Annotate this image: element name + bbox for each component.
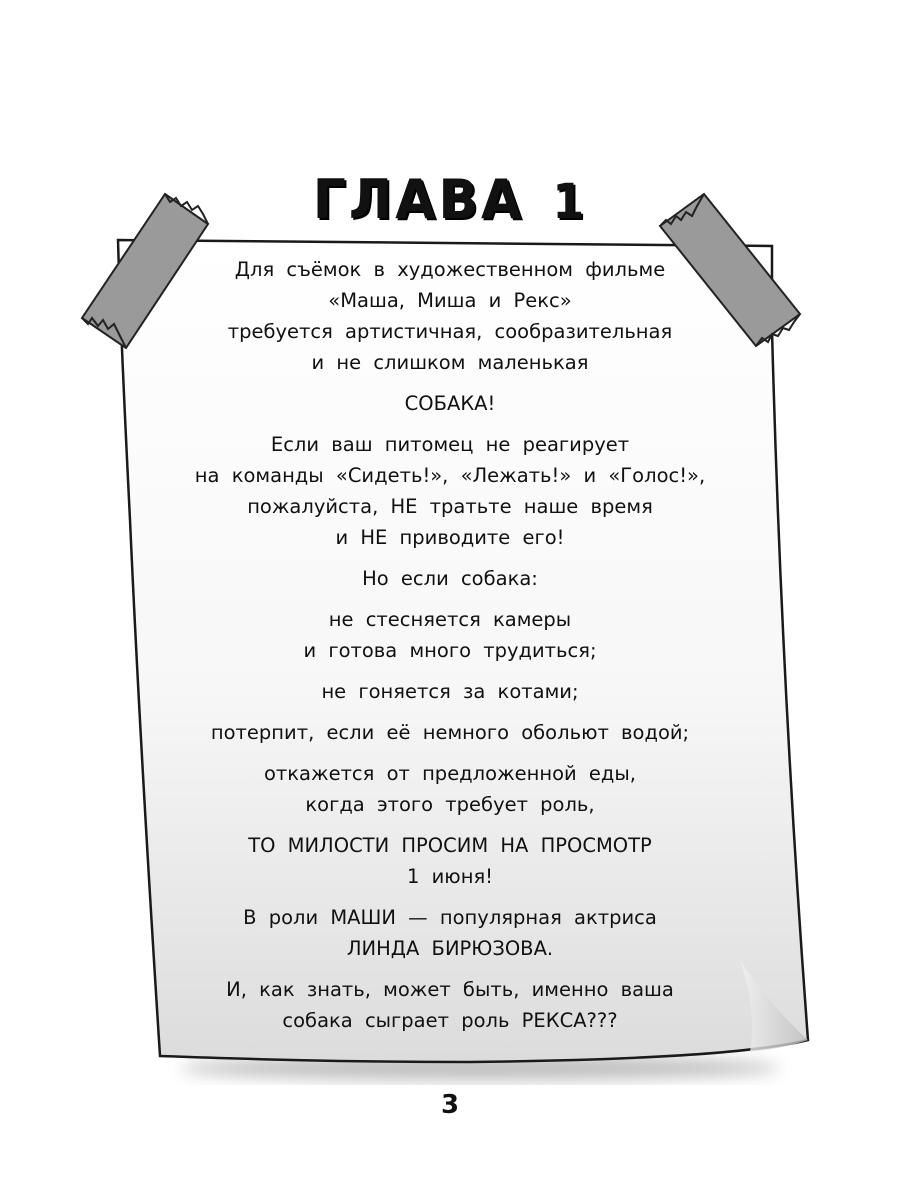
chapter-word: ГЛАВА [312,168,525,232]
requirement-3: потерпит, если её немного обольют водой; [210,721,690,744]
intro-line-3: требуется артистичная, сообразительная [227,320,673,343]
warning-line-4: и НЕ приводите его! [335,526,565,549]
cast-line-1: В роли МАШИ — популярная актриса [243,906,657,929]
closing-line-1: И, как знать, может быть, именно ваша [226,978,674,1001]
headline: СОБАКА! [404,392,496,415]
casting-notice-text [150,254,750,1046]
invite-line-1: ТО МИЛОСТИ ПРОСИМ НА ПРОСМОТР [248,834,652,857]
intro-line-4: и не слишком маленькая [311,351,589,374]
warning-line-1: Если ваш питомец не реагирует [270,433,630,456]
cast-line-2: ЛИНДА БИРЮЗОВА. [346,937,554,960]
requirement-4-line-1: откажется от предложенной еды, [263,762,637,785]
page-number: 3 [440,1090,460,1120]
condition-line: Но если собака: [362,567,538,590]
requirement-4-line-2: когда этого требует роль, [305,793,595,816]
chapter-number: 1 [552,172,588,230]
intro-line-2: «Маша, Миша и Рекс» [328,289,572,312]
requirement-2: не гоняется за котами; [321,680,579,703]
intro-line-1: Для съёмок в художественном фильме [234,258,666,281]
requirement-1-line-1: не стесняется камеры [328,608,572,631]
chapter-heading [0,169,900,232]
requirement-1-line-2: и готова много трудиться; [303,639,597,662]
invite-line-2: 1 июня! [407,865,493,888]
warning-line-3: пожалуйста, НЕ тратьте наше время [247,495,653,518]
warning-line-2: на команды «Сидеть!», «Лежать!» и «Голос!», [194,464,706,487]
closing-line-2: собака сыграет роль РЕКСА??? [282,1009,618,1032]
